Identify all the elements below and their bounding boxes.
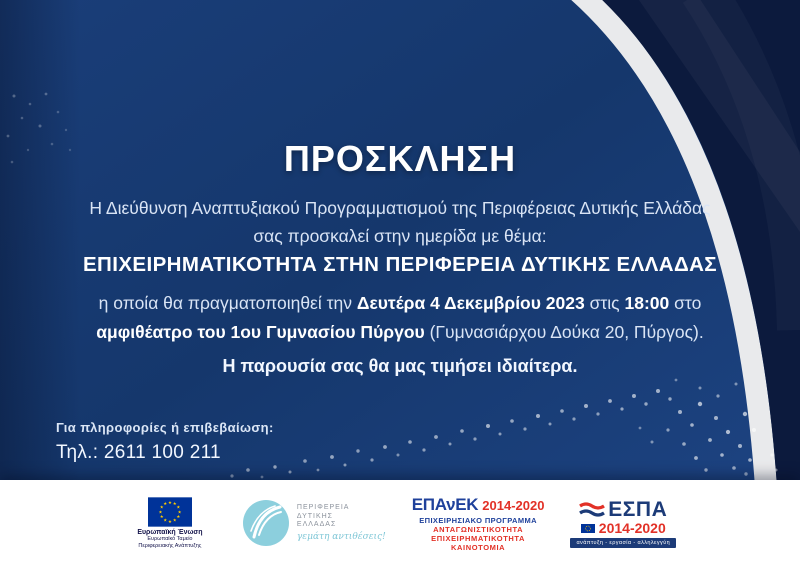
details-text: στο bbox=[669, 293, 702, 313]
svg-text:★: ★ bbox=[176, 514, 181, 520]
epanek-line-entrepreneurship: ΕΠΙΧΕΙΡΗΜΑΤΙΚΟΤΗΤΑ bbox=[431, 533, 526, 543]
epanek-programme-line: ΕΠΙΧΕΙΡΗΣΙΑΚΟ ΠΡΟΓΡΑΜΜΑ bbox=[419, 515, 537, 525]
region-leaf-icon bbox=[242, 499, 290, 547]
eu-logo-name: Ευρωπαϊκή Ένωση bbox=[137, 528, 203, 536]
footer-logo-bar bbox=[0, 480, 800, 566]
svg-text:★: ★ bbox=[176, 505, 181, 511]
event-venue: αμφιθέατρο του 1ου Γυμνασίου Πύργου bbox=[96, 322, 425, 342]
svg-text:★: ★ bbox=[167, 519, 172, 525]
region-logo-line-3: ΕΛΛΑΔΑΣ bbox=[296, 521, 337, 529]
contact-label: Για πληροφορίες ή επιβεβαίωση: bbox=[56, 420, 274, 435]
region-western-greece-logo bbox=[242, 499, 386, 547]
region-logo-tagline: γεμάτη αντιθέσεις! bbox=[296, 531, 386, 542]
event-details bbox=[0, 289, 800, 347]
event-time: 18:00 bbox=[624, 293, 670, 313]
espa-name: ΕΣΠΑ bbox=[608, 498, 668, 521]
epanek-line-competitiveness: ΑΝΤΑΓΩΝΙΣΤΙΚΟΤΗΤΑ bbox=[433, 524, 524, 534]
epanek-logo bbox=[412, 495, 545, 552]
svg-text:★: ★ bbox=[159, 514, 164, 520]
espa-eu-mini-flag-icon bbox=[581, 524, 595, 533]
region-logo-line-1: ΠΕΡΙΦΕΡΕΙΑ bbox=[296, 504, 350, 512]
intro-paragraph bbox=[0, 194, 800, 250]
event-details-line-2 bbox=[0, 318, 800, 347]
contact-info bbox=[56, 420, 274, 464]
contact-phone: Τηλ.: 2611 100 211 bbox=[56, 442, 221, 463]
svg-text:★: ★ bbox=[177, 509, 182, 515]
espa-logo bbox=[570, 498, 676, 548]
page-title: ΠΡΟΣΚΛΗΣΗ bbox=[283, 138, 517, 179]
eu-flag-icon bbox=[148, 497, 192, 527]
svg-text:★: ★ bbox=[159, 505, 164, 511]
intro-line-2: σας προσκαλεί στην ημερίδα με θέμα: bbox=[253, 226, 547, 246]
region-logo-line-2: ΔΥΤΙΚΗΣ bbox=[296, 512, 334, 520]
details-text: στις bbox=[584, 293, 625, 313]
svg-text:★: ★ bbox=[158, 509, 163, 515]
event-date: Δευτέρα 4 Δεκεμβρίου 2023 bbox=[356, 293, 585, 313]
closing-line: Η παρουσία σας θα μας τιμήσει ιδιαίτερα. bbox=[222, 356, 578, 376]
espa-years: 2014-2020 bbox=[598, 520, 666, 536]
svg-text:★: ★ bbox=[163, 518, 168, 524]
details-text: η οποία θα πραγματοποιηθεί την bbox=[98, 293, 357, 313]
svg-text:★: ★ bbox=[163, 501, 168, 507]
svg-text:★: ★ bbox=[167, 500, 172, 506]
event-subject: ΕΠΙΧΕΙΡΗΜΑΤΙΚΟΤΗΤΑ ΣΤΗΝ ΠΕΡΙΦΕΡΕΙΑ ΔΥΤΙΚΗΣ ΕΛΛΑΔΑΣ bbox=[82, 253, 718, 276]
epanek-line-innovation: ΚΑΙΝΟΤΟΜΙΑ bbox=[451, 542, 506, 552]
espa-tagline: ανάπτυξη - εργασία - αλληλεγγύη bbox=[570, 538, 676, 548]
eu-flag-logo bbox=[124, 497, 216, 550]
event-address: (Γυμνασιάρχου Δούκα 20, Πύργος). bbox=[424, 322, 704, 342]
svg-text:★: ★ bbox=[172, 501, 177, 507]
svg-text:★: ★ bbox=[172, 518, 177, 524]
eu-logo-fund-line-2: Περιφερειακής Ανάπτυξης bbox=[138, 542, 202, 549]
epanek-years: 2014-2020 bbox=[482, 497, 545, 513]
eu-logo-fund-line-1: Ευρωπαϊκό Ταμείο bbox=[147, 535, 193, 542]
epanek-name: ΕΠΑνΕΚ bbox=[411, 494, 479, 514]
event-details-line-1 bbox=[0, 289, 800, 318]
espa-wave-icon bbox=[579, 502, 605, 519]
intro-line-1: Η Διεύθυνση Αναπτυξιακού Προγραμματισμού της Περιφέρειας Δυτικής Ελλάδας bbox=[89, 198, 711, 218]
